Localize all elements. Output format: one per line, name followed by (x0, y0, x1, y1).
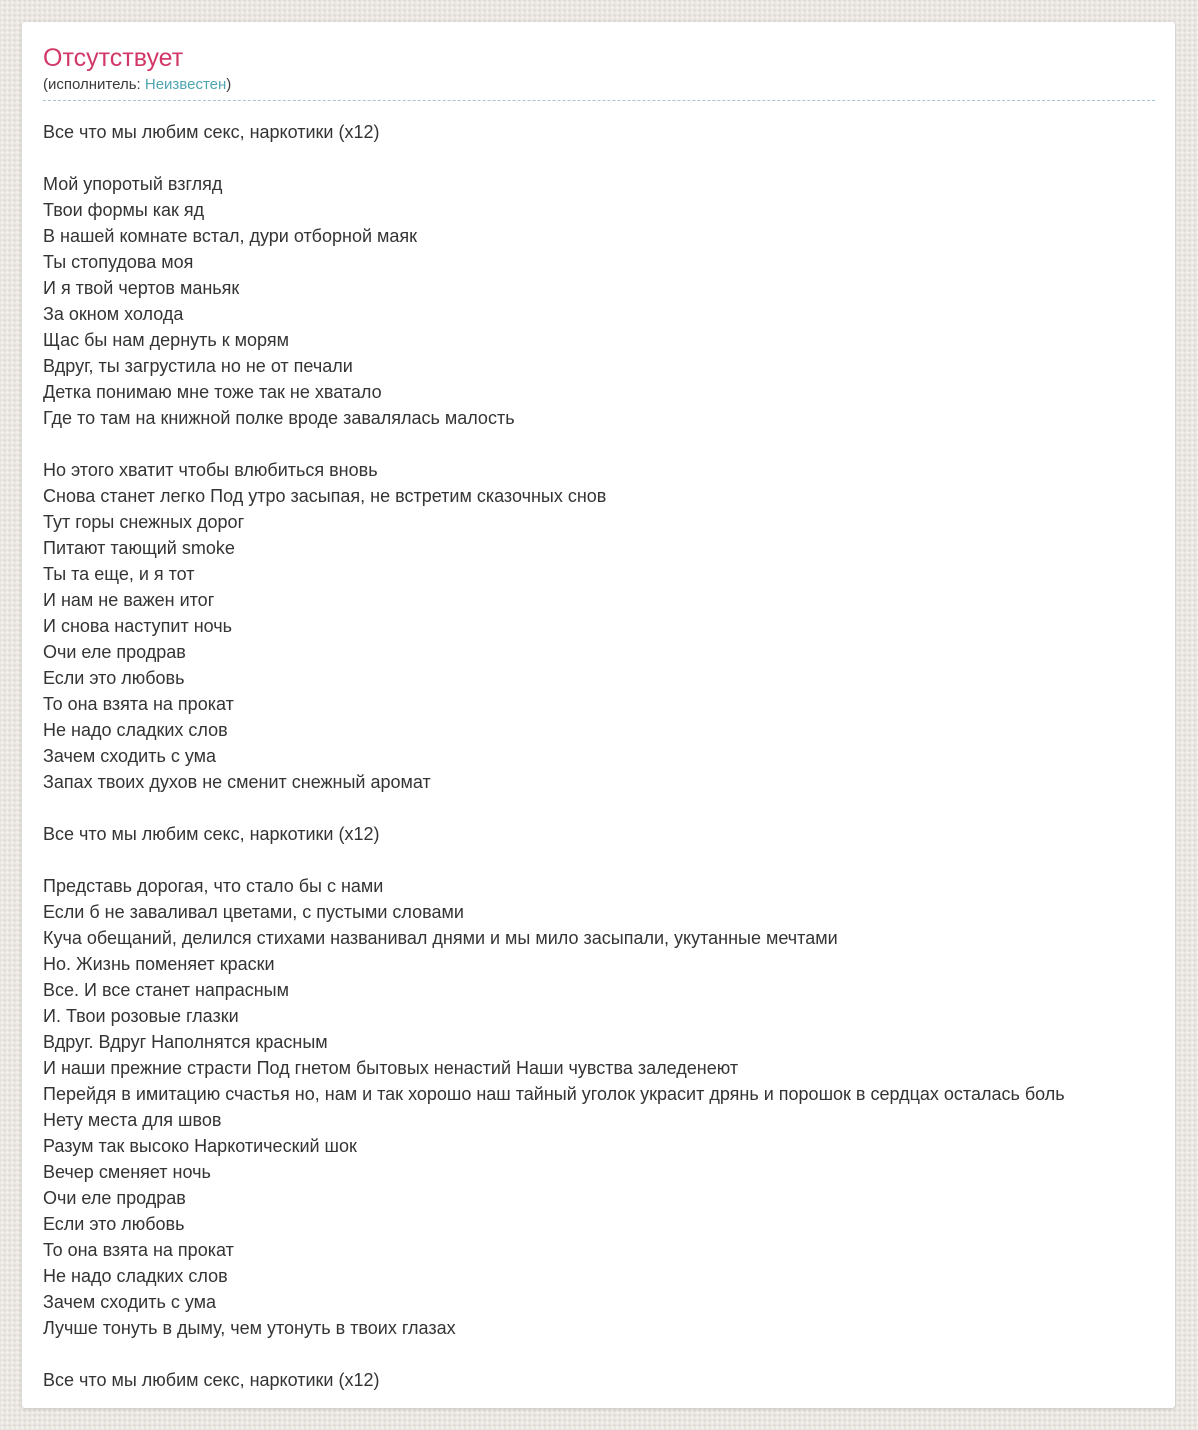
lyric-line: Зачем сходить с ума (43, 1292, 217, 1312)
lyric-line: Твои формы как яд (43, 200, 205, 220)
lyric-line: Разум так высоко Наркотический шок (43, 1136, 357, 1156)
lyric-line: Ты та еще, и я тот (43, 564, 195, 584)
lyric-line: Очи еле продрав (43, 642, 186, 662)
lyric-line: Вечер сменяет ночь (43, 1162, 211, 1182)
lyric-line: Очи еле продрав (43, 1188, 186, 1208)
lyric-line: Все что мы любим секс, наркотики (x12) (43, 1370, 380, 1390)
lyric-line: Ты стопудова моя (43, 252, 194, 272)
lyric-line: Тут горы снежных дорог (43, 512, 245, 532)
lyric-line: Все. И все станет напрасным (43, 980, 289, 1000)
lyric-line (43, 145, 1155, 171)
lyric-line: В нашей комнате встал, дури отборной маяк (43, 226, 418, 246)
lyric-line: И нам не важен итог (43, 590, 215, 610)
lyric-line: И я твой чертов маньяк (43, 278, 240, 298)
lyric-line: Детка понимаю мне тоже так не хватало (43, 382, 382, 402)
lyric-line (43, 795, 1155, 821)
lyric-line: И снова наступит ночь (43, 616, 233, 636)
lyric-line: То она взята на прокат (43, 694, 234, 714)
lyric-line: Вдруг, ты загрустила но не от печали (43, 356, 353, 376)
lyric-line: Все что мы любим секс, наркотики (x12) (43, 122, 380, 142)
artist-line (43, 76, 1155, 101)
artist-label-suffix: ) (226, 76, 232, 93)
lyric-line: Не надо сладких слов (43, 720, 228, 740)
lyric-line: Представь дорогая, что стало бы с нами (43, 876, 384, 896)
lyric-line: Вдруг. Вдруг Наполнятся красным (43, 1032, 328, 1052)
lyric-line (43, 431, 1155, 457)
artist-label-prefix: (исполнитель: (43, 76, 145, 93)
lyrics-card (22, 22, 1175, 1408)
lyric-line: Зачем сходить с ума (43, 746, 217, 766)
lyric-line: То она взята на прокат (43, 1240, 234, 1260)
artist-link[interactable]: Неизвестен (144, 76, 227, 93)
lyric-line: Лучше тонуть в дыму, чем утонуть в твоих глазах (43, 1318, 456, 1338)
lyric-line: И наши прежние страсти Под гнетом бытовых ненастий Наши чувства заледенеют (43, 1058, 739, 1078)
lyric-line: Питают тающий smoke (43, 538, 235, 558)
lyric-line (43, 1341, 1155, 1367)
lyric-line (43, 847, 1155, 873)
lyric-line: Щас бы нам дернуть к морям (43, 330, 289, 350)
lyric-line: Мой упоротый взгляд (43, 174, 223, 194)
lyric-line: Если б не заваливал цветами, с пустыми словами (43, 902, 464, 922)
lyric-line: Если это любовь (43, 1214, 185, 1234)
lyric-line: Но. Жизнь поменяет краски (43, 954, 275, 974)
lyric-line: Запах твоих духов не сменит снежный аромат (43, 772, 431, 792)
lyric-line: Где то там на книжной полке вроде завалялась малость (43, 408, 515, 428)
page-title: Отсутствует (43, 44, 184, 72)
lyric-line: Все что мы любим секс, наркотики (x12) (43, 824, 380, 844)
lyric-line: Не надо сладких слов (43, 1266, 228, 1286)
lyric-line: За окном холода (43, 304, 184, 324)
lyric-line: Куча обещаний, делился стихами названивал днями и мы мило засыпали, укутанные мечтами (43, 928, 838, 948)
lyric-line: Если это любовь (43, 668, 185, 688)
lyric-line: Нету места для швов (43, 1110, 222, 1130)
lyric-line: И. Твои розовые глазки (43, 1006, 239, 1026)
lyric-line: Перейдя в имитацию счастья но, нам и так хорошо наш тайный уголок украсит дрянь и порошок в сердцах осталась боль (43, 1084, 1065, 1104)
lyric-line: Снова станет легко Под утро засыпая, не встретим сказочных снов (43, 486, 607, 506)
lyric-line: Но этого хватит чтобы влюбиться вновь (43, 460, 378, 480)
lyrics-text (43, 119, 1155, 1393)
